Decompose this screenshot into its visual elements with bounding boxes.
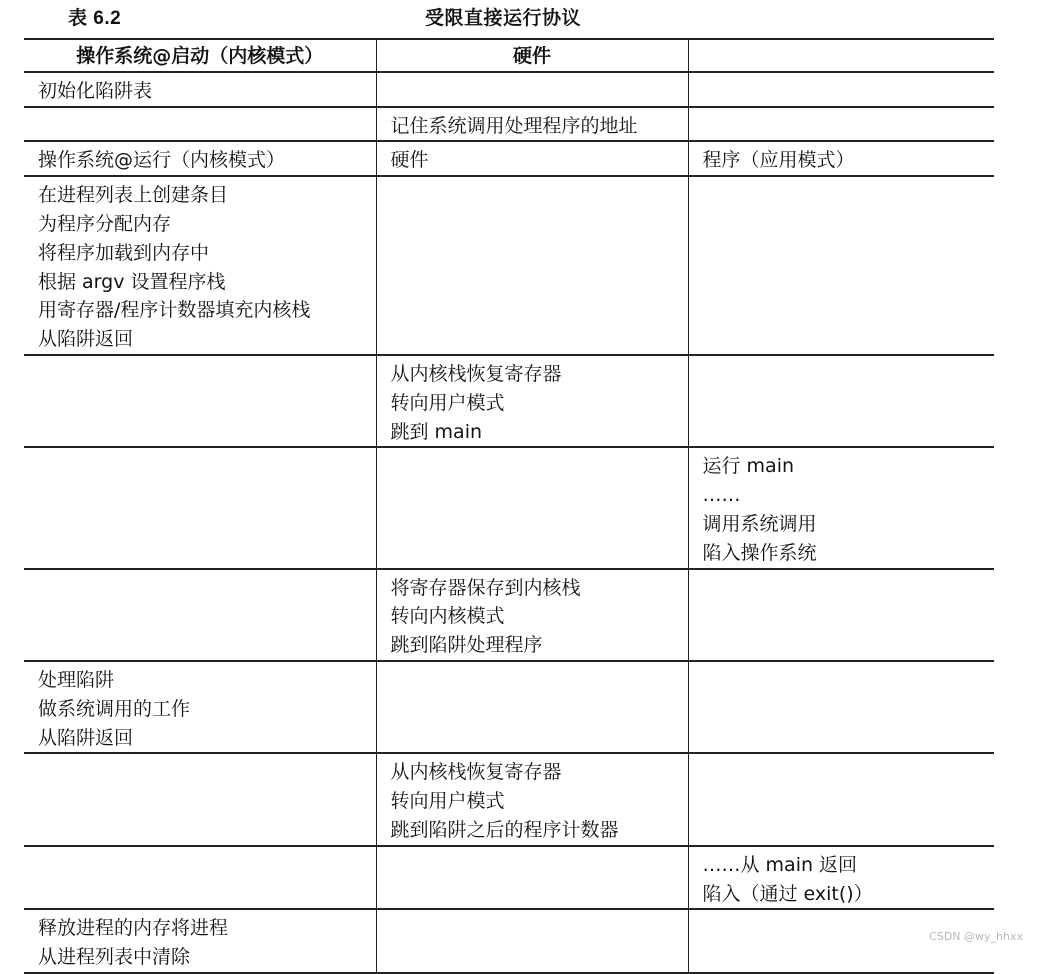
hardware-cell [376, 661, 688, 753]
hardware-cell [376, 107, 688, 142]
table-row [24, 447, 994, 568]
os-cell [24, 569, 376, 661]
table-row [24, 909, 994, 973]
cell-text-line: 根据 argv 设置程序栈 [38, 270, 226, 293]
table-row [24, 176, 994, 355]
hardware-cell [376, 909, 688, 973]
header-program [688, 39, 994, 72]
cell-text-line: 转向用户模式 [390, 391, 505, 414]
cell-text-line: 为程序分配内存 [38, 212, 172, 235]
cell-text-line: 用寄存器/程序计数器填充内核栈 [38, 299, 311, 322]
program-cell [688, 355, 994, 447]
header-hardware: 硬件 [376, 39, 688, 72]
hardware-cell [376, 753, 688, 845]
cell-text-line: 处理陷阱 [38, 668, 115, 691]
cell-text-line: 从内核栈恢复寄存器 [390, 362, 562, 385]
cell-text-line: 将程序加载到内存中 [38, 241, 210, 264]
hardware-cell [376, 447, 688, 568]
hardware-cell [376, 141, 688, 176]
cell-text-line: 做系统调用的工作 [38, 697, 191, 720]
program-cell [688, 846, 994, 910]
cell-text-line: 从内核栈恢复寄存器 [390, 761, 562, 784]
os-cell [24, 107, 376, 142]
cell-text-line: 初始化陷阱表 [38, 79, 153, 102]
table-row [24, 569, 994, 661]
cell-text-line: 陷入（通过 exit()） [702, 882, 873, 905]
cell-text-line: 陷入操作系统 [702, 541, 817, 564]
cell-text-line: 操作系统@运行（内核模式） [38, 149, 286, 172]
watermark: CSDN @wy_hhxx [929, 930, 1023, 943]
program-cell [688, 753, 994, 845]
table-row [24, 753, 994, 845]
os-cell [24, 661, 376, 753]
hardware-cell [376, 846, 688, 910]
os-cell [24, 355, 376, 447]
os-cell [24, 846, 376, 910]
table-header-row [24, 39, 994, 72]
cell-text-line: ……从 main 返回 [702, 853, 858, 876]
cell-text-line: 跳到 main [390, 420, 483, 443]
protocol-table-body [24, 39, 994, 973]
program-cell [688, 569, 994, 661]
cell-text-line: 程序（应用模式） [702, 149, 855, 172]
os-cell [24, 141, 376, 176]
table-number: 表 6.2 [68, 8, 122, 29]
cell-text-line: 从陷阱返回 [38, 726, 134, 749]
os-cell [24, 72, 376, 107]
table-title: 受限直接运行协议 [425, 7, 582, 29]
program-cell [688, 176, 994, 355]
table-row [24, 846, 994, 910]
table-row [24, 355, 994, 447]
hardware-cell [376, 569, 688, 661]
os-cell [24, 753, 376, 845]
cell-text-line: 释放进程的内存将进程 [38, 917, 229, 940]
table-row [24, 141, 994, 176]
os-cell [24, 447, 376, 568]
cell-text-line: 在进程列表上创建条目 [38, 184, 229, 207]
program-cell [688, 141, 994, 176]
table-row [24, 107, 994, 142]
cell-text-line: …… [702, 484, 741, 507]
program-cell [688, 107, 994, 142]
cell-text-line: 硬件 [390, 149, 429, 172]
cell-text-line: 将寄存器保存到内核栈 [390, 576, 581, 599]
cell-text-line: 调用系统调用 [702, 512, 817, 535]
os-cell [24, 176, 376, 355]
hardware-cell [376, 355, 688, 447]
cell-text-line: 从陷阱返回 [38, 328, 134, 351]
cell-text-line: 转向内核模式 [390, 605, 505, 628]
cell-text-line: 跳到陷阱之后的程序计数器 [390, 818, 619, 841]
cell-text-line: 从进程列表中清除 [38, 946, 191, 969]
hardware-cell [376, 176, 688, 355]
cell-text-line: 运行 main [702, 455, 795, 478]
protocol-table [24, 38, 994, 974]
table-row [24, 661, 994, 753]
hardware-cell [376, 72, 688, 107]
header-os-boot: 操作系统@启动（内核模式） [24, 39, 376, 72]
program-cell [688, 447, 994, 568]
cell-text-line: 跳到陷阱处理程序 [390, 634, 543, 657]
cell-text-line: 转向用户模式 [390, 790, 505, 813]
table-row [24, 72, 994, 107]
program-cell [688, 72, 994, 107]
program-cell [688, 661, 994, 753]
os-cell [24, 909, 376, 973]
cell-text-line: 记住系统调用处理程序的地址 [390, 114, 638, 137]
